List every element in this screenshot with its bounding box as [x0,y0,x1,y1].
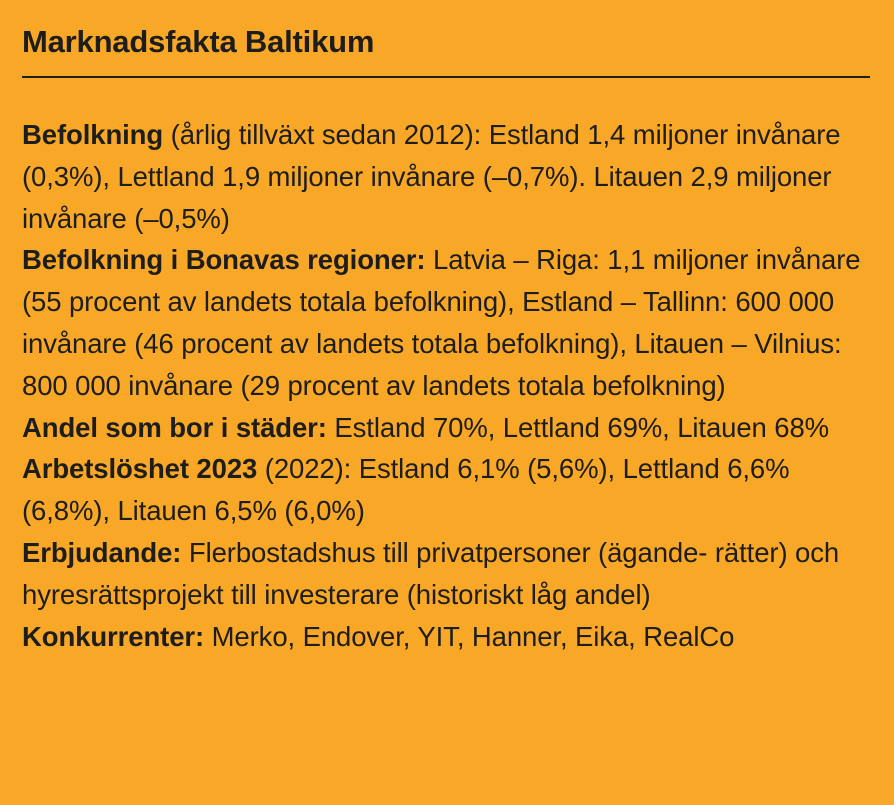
fact-competitors [22,616,870,658]
fact-label: Andel som bor i städer: [22,411,327,443]
fact-text: (årlig tillväxt sedan 2012): Estland 1,4 miljoner invånare (0,3%), Lettland 1,9 miljoner invånare (–0,7%). Litauen 2,9 miljoner invånare (–0,5%) [22,119,841,234]
fact-label: Befolkning i Bonavas regioner: [22,244,426,276]
fact-label: Befolkning [22,119,164,150]
fact-population [22,114,870,239]
fact-text: Flerbostadshus till privatpersoner (ägande- rätter) och hyresrättsprojekt till investerare (historiskt låg andel) [22,536,840,610]
fact-text: Latvia – Riga: 1,1 miljoner invånare (55 procent av landets totala befolkning), Estland – Tallinn: 600 000 invånare (46 procent av landets totala befolkning), Litauen – Vilnius: 800 000 invånare (29 procent av landets totala befolkning) [22,244,861,401]
fact-offering [22,532,870,616]
facts-list [22,114,870,657]
fact-unemployment [22,448,870,532]
title-divider [22,76,870,78]
fact-regional-population [22,239,870,406]
fact-text: Estland 70%, Lettland 69%, Litauen 68% [326,411,829,443]
fact-label: Erbjudande: [22,536,182,568]
fact-text: Merko, Endover, YIT, Hanner, Eika, RealCo [204,620,735,652]
fact-label: Arbetslöshet 2023 [22,453,258,485]
fact-urban-share [22,407,870,449]
fact-text: (2022): Estland 6,1% (5,6%), Lettland 6,6% (6,8%), Litauen 6,5% (6,0%) [22,453,790,527]
fact-label: Konkurrenter: [22,620,205,652]
box-title: Marknadsfakta Baltikum [22,24,375,59]
